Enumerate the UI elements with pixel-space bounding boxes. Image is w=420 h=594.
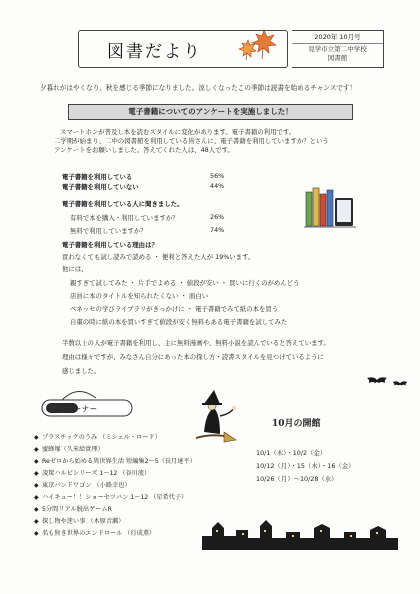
other-reason: 自粛の時に紙の本を買いすぎて値段が安く無料もある電子書籍を試してみた xyxy=(70,318,288,326)
q2-label: 無料で利用していますか？ xyxy=(70,227,147,235)
list-item xyxy=(34,480,131,489)
book-entry: 凌駕ハルビシリーズ 1〜12 （谷川流） xyxy=(42,470,151,477)
summary-line: 半数以上の人が電子書籍を利用し、主に無料漫画や、無料小説を読んでいると答えています。 xyxy=(62,339,330,347)
bat-icon xyxy=(366,376,388,386)
new-books-badge-label xyxy=(50,404,98,414)
list-item xyxy=(34,492,187,501)
bullet-icon: ◆ xyxy=(34,470,39,477)
q1-value: 44% xyxy=(210,182,225,190)
school-name: 見学市立第二中学校 xyxy=(308,45,367,53)
summary-line: 感じました。 xyxy=(62,367,101,375)
book-entry: 蜜蜂塚（久米絵實理） xyxy=(42,446,104,453)
night-town-illustration-icon xyxy=(202,518,398,550)
q2-value: 26% xyxy=(210,213,225,221)
book-entry: 東京バンドワゴン （小路幸也） xyxy=(42,482,131,489)
other-reason: ペネッセの学びライブラリがきっかけに ・ 電子書籍でみて紙の本を買う xyxy=(70,305,279,313)
list-item xyxy=(34,456,196,465)
other-reason: 店員に本のタイトルを知られたくない ・ 面白い xyxy=(70,292,209,300)
bullet-icon: ◆ xyxy=(34,434,39,441)
issue-info xyxy=(292,30,384,68)
bat-icon xyxy=(392,380,408,388)
bullet-icon: ◆ xyxy=(34,458,39,465)
bullet-icon: ◆ xyxy=(34,482,39,489)
opening-date: 10/1（木）・10/2（金） xyxy=(256,449,327,457)
bullet-icon: ◆ xyxy=(34,494,39,501)
other-reason: 親すぎて試してみた ・ 片手でよめる ・ 値段が安い ・ 買いに行くのがめんどう xyxy=(70,279,300,287)
witch-illustration-icon xyxy=(190,388,246,448)
book-entry: Reゼロから始める異世界生活 短編集2〜5（長月達平） xyxy=(42,458,196,465)
q2-value: 74% xyxy=(210,226,225,234)
survey-lead xyxy=(54,128,374,155)
q2-title: 電子書籍を利用している人に聞きました。 xyxy=(62,200,184,208)
opening-title: 10月の開館 xyxy=(272,419,321,429)
q1-label: 電子書籍を利用していない xyxy=(62,183,139,191)
lead-line: アンケートをお願いしました。答えてくれた人は、48人です。 xyxy=(54,146,234,154)
books-illustration-icon xyxy=(304,186,356,230)
q1-label: 電子書籍を利用している xyxy=(62,173,133,181)
book-entry: プラスチックのうみ （ミシェル・ロード） xyxy=(42,434,161,441)
summary-line: 理由は様々ですが、みなさん自分にあった本の探し方・読書スタイルを見つけているように xyxy=(62,353,324,361)
opening-date: 10/26（月）〜10/28（水） xyxy=(256,475,338,483)
book-entry: 名も無き世界のエンドロール （行成薫） xyxy=(42,530,156,537)
others-label: 他には、 xyxy=(62,265,88,273)
page-title: 図書だより xyxy=(107,42,202,62)
opening-date: 10/12（月）・15（木）・16（金） xyxy=(256,462,355,470)
issue-date: 2020年 10月号 xyxy=(314,33,361,41)
book-entry: 5分間リアル脱出ゲームR xyxy=(42,506,112,513)
bullet-icon: ◆ xyxy=(34,518,39,525)
list-item xyxy=(34,516,124,525)
bullet-icon: ◆ xyxy=(34,446,39,453)
q3-line: 買わなくても試し読みで読める ・ 便利と答えた人が 19%います。 xyxy=(62,253,255,261)
list-item xyxy=(34,504,112,513)
lead-line: スマートホンが普及し本を読むスタイルに変化があります。電子書籍の利用です。 xyxy=(60,128,296,136)
list-item xyxy=(34,444,104,453)
book-entry: ハイキュー！！ショーセツバン 1〜12 （星希代子） xyxy=(42,494,188,501)
bullet-icon: ◆ xyxy=(34,530,39,537)
new-books-badge-text: 新刊コーナー xyxy=(50,405,98,413)
list-item xyxy=(34,432,161,441)
survey-heading: 電子書籍についてのアンケートを実施しました！ xyxy=(68,104,353,120)
book-entry: 探し物や迷い事 （木原音瀬） xyxy=(42,518,125,525)
q3-title: 電子書籍を利用している理由は？ xyxy=(62,241,158,249)
list-item xyxy=(34,528,155,537)
bullet-icon: ◆ xyxy=(34,506,39,513)
library-name: 図書館 xyxy=(327,54,348,62)
lead-line: 二学期が始まり、二中の図書館を利用している皆さんに、電子書籍を利用していますか？という xyxy=(54,137,329,145)
list-item xyxy=(34,468,150,477)
autumn-leaves-icon xyxy=(236,26,278,62)
q2-label: 有料で本を購入・利用していますか？ xyxy=(70,214,179,222)
intro-text: 夕暮れがはやくなり、秋を感じる季節になりました。涼しくなったこの季節は読書を始めるチャンスです！ xyxy=(40,84,357,92)
q1-value: 56% xyxy=(210,172,225,180)
